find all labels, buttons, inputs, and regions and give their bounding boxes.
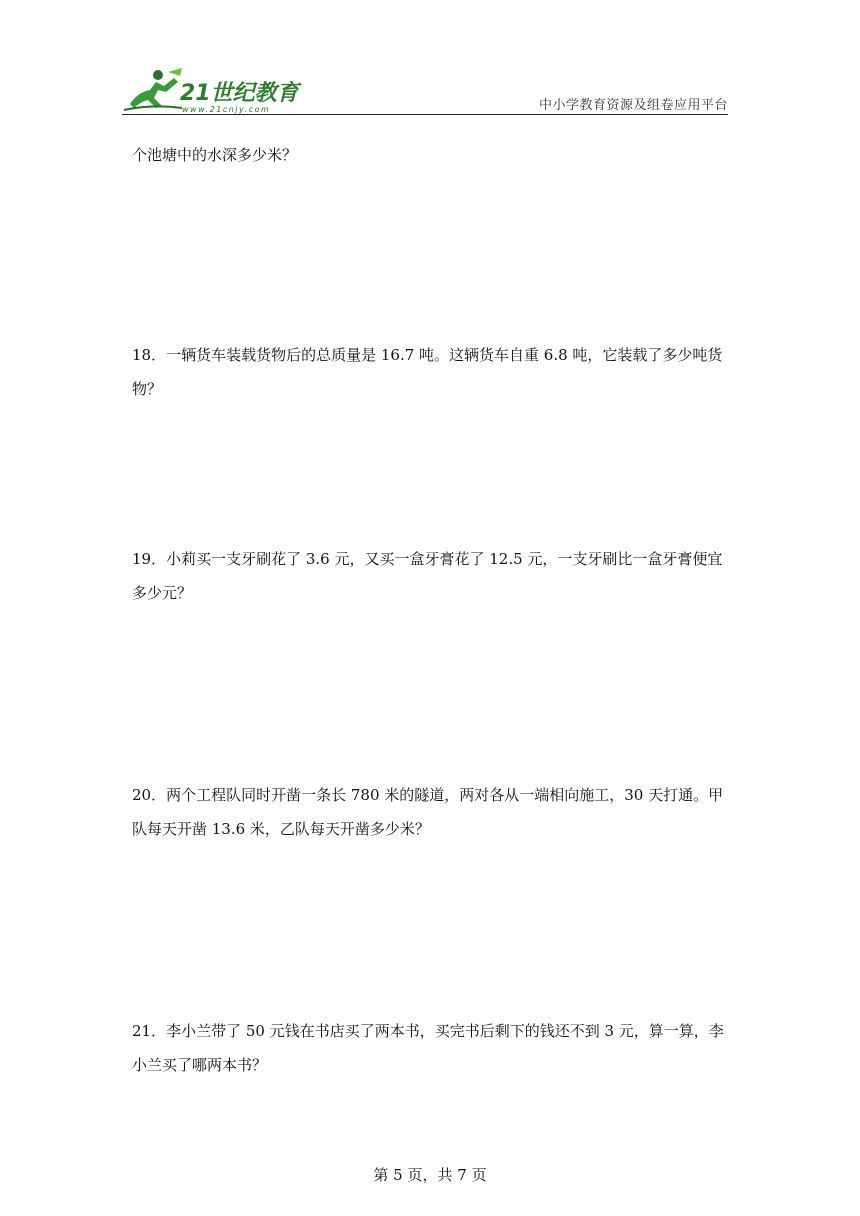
logo-text: 21世纪教育 bbox=[180, 81, 299, 106]
logo bbox=[122, 66, 302, 114]
platform-name: 中小学教育资源及组卷应用平台 bbox=[538, 98, 728, 113]
header-divider bbox=[122, 114, 728, 115]
logo-url: www.21cnjy.com bbox=[182, 105, 271, 114]
question-18: 18．一辆货车装载货物后的总质量是 16.7 吨。这辆货车自重 6.8 吨，它装载了多少吨货物？ bbox=[132, 346, 723, 398]
runner-icon bbox=[124, 68, 182, 110]
question-21: 21．李小兰带了 50 元钱在书店买了两本书，买完书后剩下的钱还不到 3 元，算一算，李小兰买了哪两本书？ bbox=[132, 1022, 724, 1074]
page-number: 第 5 页，共 7 页 bbox=[373, 1166, 487, 1184]
page-header bbox=[122, 66, 728, 116]
question-17-continuation: 个池塘中的水深多少米？ bbox=[132, 146, 298, 164]
question-19: 19．小莉买一支牙刷花了 3.6 元，又买一盒牙膏花了 12.5 元，一支牙刷比一盒牙膏便宜多少元？ bbox=[132, 550, 723, 602]
question-20: 20．两个工程队同时开凿一条长 780 米的隧道，两对各从一端相向施工，30 天打通。甲队每天开凿 13.6 米，乙队每天开凿多少米？ bbox=[132, 786, 724, 838]
